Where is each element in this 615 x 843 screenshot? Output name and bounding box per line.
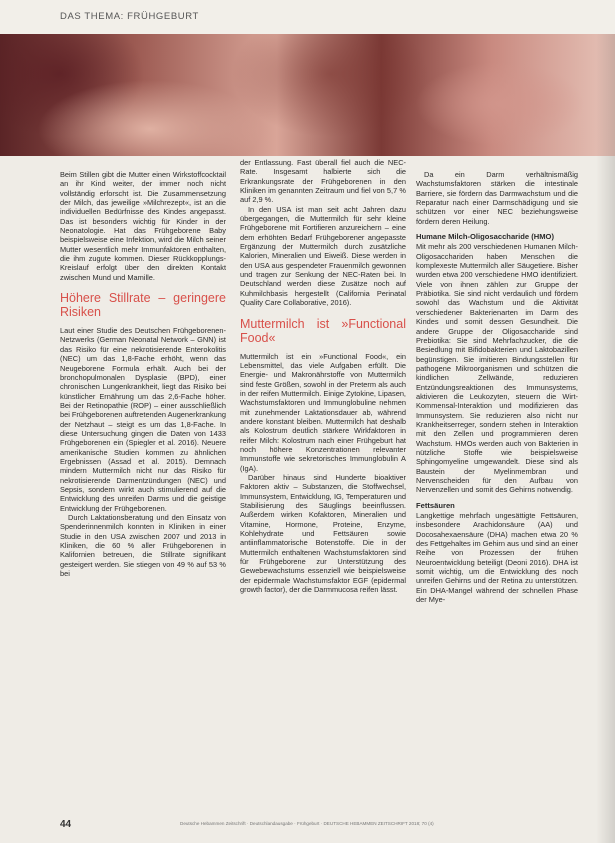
- page-number: 44: [60, 819, 72, 830]
- column-1: [60, 170, 226, 578]
- paragraph: Mit mehr als 200 verschiedenen Humanen Milch-Oligosacchariden haben Menschen die komplexeste Muttermilch aller Säugetiere. Bisher wurden etwa 200 verschiedene HMO identifiziert. Viele von ihnen zählen zur Gruppe der Präbiotika. Sie sind nicht verdaulich und fördern sowohl das Wachstum und die Aktivität verschiedener Bakterienarten im Darm des Kindes und somit dessen Gesundheit. Die andere Gruppe der Oligosaccharide sind Prebiotika: Sie sind Mehrfachzucker, die die Besiedlung mit Bifidobakterien und Laktobazillen begünstigen. Sie imitieren Bindungsstellen für pathogene Mikroorganismen und schützen die kindlichen Zellwände, reduzieren Entzündungsreaktionen des Immunsystems, aktivieren die Leukozyten, steuern die Wirt-Kommensal-Interaktion und modifizieren das Immunsystem. Sie reduzieren also nicht nur Krankheitserreger, sondern stehen in Interaktion mit den Zellen und programmieren deren Wachstum. HMOs werden auch von Bakterien in nützliche Stoffe wie beispielsweise Sphingomyeline umgewandelt. Diese sind als Baustein der Myelinmembran und Nervenscheiden für den Aufbau von Nervenzellen und somit des Gehirns notwendig.: [416, 242, 578, 495]
- paragraph: Da ein Darm verhältnismäßig Wachstumsfaktoren stärken die intestinale Barriere, sie fördern das Darmwachstum und die Reparatur nach einer Darmschädigung und sie schützen vor einer NEC beziehungsweise fördern deren Heilung.: [416, 170, 578, 226]
- paragraph: In den USA ist man seit acht Jahren dazu übergegangen, die Muttermilch für sehr kleine Frühgeborene mit Fortifieren anzureichern – eine dem erhöhten Bedarf Frühgeborener angepasste Ergänzung der Muttermilch durch zusätzliche Kalorien, Mineralien und Eiweiß. Diese werden in den USA aus gespendeter Frauenmilch gewonnen und tragen zur Senkung der NEC-Raten bei. In Deutschland werden diese Zusätze noch auf Kuhmilchbasis hergestellt (California Perinatal Quality Care Collaborative, 2016).: [240, 204, 406, 308]
- paragraph: Laut einer Studie des Deutschen Frühgeborenen-Netzwerks (German Neonatal Network – GNN) ist das Risiko für eine nekrotisierende Enterokolitis (NEC) um das 1,8-Fache erhöht, wenn das Neugeborene Formula erhält. Auch bei der bronchopulmonalen Dysplasie (BPD), einer chronischen Lungenkrankheit, liegt das Risiko bei künstlicher Ernährung um das 2,6-Fache höher. Bei der Retinopathie (ROP) – einer ausschließlich bei Frühgeborenen auftretenden Augenerkrankung der Netzhaut – steigt es um das 1,8-Fache. In diese Untersuchung gingen die Daten von 1433 Frühgeborenen ein (Spiegler et al. 2016). Neuere amerikanische Studien kommen zu ähnlichen Ergebnissen (Assad et al. 2015). Demnach mindern Muttermilch nicht nur das Risiko für nekrotisierende Darmentzündungen (NEC) und Sepsis, sondern wirkt auch stimulierend auf die Entwicklung des unreifen Darms und die geistige Entwicklung der Frühgeborenen.: [60, 326, 227, 513]
- page-header: [0, 0, 615, 34]
- column-2: [240, 158, 406, 594]
- section-heading: Höhere Stillrate – geringere Risiken: [60, 291, 226, 320]
- paragraph: Muttermilch ist ein »Functional Food«, ein Lebensmittel, das viele Aufgaben erfüllt. Die Energie- und Makronährstoffe von Muttermilch sind feste Größen, sowohl in der Preterm als auch in der reifen Muttermilch. Einige Zytokine, Lipasen, Wachstumsfaktoren und Immunglobuline nehmen mit zunehmender Laktationsdauer ab, während andere konstant bleiben. Muttermilch hat deshalb als Kolostrum deutlich stärkere Wirkfaktoren in reifer Milch: Kolostrum nach einer Frühgeburt hat noch höhere Konzentrationen relevanter Immunstoffe wie sekretorisches Immunglobulin A (IgA).: [240, 351, 406, 473]
- footer-citation: Deutsche Hebammen Zeitschrift · Deutschlandausgabe · Frühgeburt · DEUTSCHE HEBAMMEN ZEITSCHRIFT 2018; 70 (4): [180, 821, 434, 826]
- paragraph: Langkettige mehrfach ungesättigte Fettsäuren, insbesondere Arachidonsäure (AA) und Docosahexaensäure (DHA) machen etwa 20 % des Fettgehaltes im Gehirn aus und sind an einer Reihe von Prozessen der frühen Neuroentwicklung beteiligt (Deoni 2016). DHA ist somit wichtig, um die Entwicklung des noch unreifen Gehirns und der Retina zu unterstützen. Ein DHA-Mangel während der schnellen Phase der Mye-: [416, 511, 578, 605]
- paragraph: Beim Stillen gibt die Mutter einen Wirkstoffcocktail an ihr Kind weiter, der immer noch nicht vollständig erforscht ist. Die Zusammensetzung der Milch, das jeweilige »Milchrezept«, ist an die individuellen Bedürfnisse des Kindes angepasst. Das ist besonders wichtig für Kinder in der Neonatologie. Hat das Frühgeborene Baby beispielsweise eine Infektion, wird die Milch seiner Mutter wesentlich mehr Immunfaktoren enthalten, die ihm zugute kommen. Dieser Rückkopplungs-Kreislauf erfolgt über den direkten Kontakt zwischen Mund und Mamille.: [60, 170, 226, 282]
- paragraph: Durch Laktationsberatung und den Einsatz von Spenderinnenmilch konnten in Kliniken in einer Studie in den USA zwischen 2007 und 2013 in Kliniken, die 60 % aller Frühgeborenen in Kalifornien betreuen, die Stillrate signifikant gesteigert werden. Sie stiegen von 49 % auf 53 % bei: [60, 513, 226, 579]
- section-heading: Muttermilch ist »Functional Food«: [240, 316, 406, 345]
- subheading-fettsaeuren: Fettsäuren: [416, 500, 455, 510]
- page-footer: [0, 812, 615, 843]
- paragraph: Darüber hinaus sind Hunderte bioaktiver Faktoren aktiv – Substanzen, die Stoffwechsel, Immunsystem, Entwicklung, IG, Temperaturen und Stabilisierung des Säuglings beeinflussen. Außerdem wirken Kofaktoren, Mineralien und Vitamine, Hormone, Proteine, Enzyme, Kohlehydrate und Fettsäuren sowie antiinflammatorische Botenstoffe. Die in der Muttermilch enthaltenen Wachstumsfaktoren sind für Frühgeborene zur Unterstützung des Gewebewachstums essenziell wie beispielsweise der epidermale Wachstumsfaktor EGF (epidermal growth factor), der die Darmmucosa reifen lässt.: [240, 472, 406, 595]
- column-3: [416, 170, 578, 604]
- subheading-hmo: Humane Milch-Oligosaccharide (HMO): [416, 232, 554, 242]
- page-edge-shadow: [596, 34, 615, 843]
- header-photo: [0, 34, 615, 156]
- paragraph: der Entlassung. Fast überall fiel auch die NEC-Rate. Insgesamt halbierte sich die Erkrankungsrate der Frühgeborenen in den Kliniken im genannten Zeitraum und fiel von 5,7 % auf 2,9 %.: [240, 158, 406, 205]
- section-label: DAS THEMA: FRÜHGEBURT: [60, 11, 199, 22]
